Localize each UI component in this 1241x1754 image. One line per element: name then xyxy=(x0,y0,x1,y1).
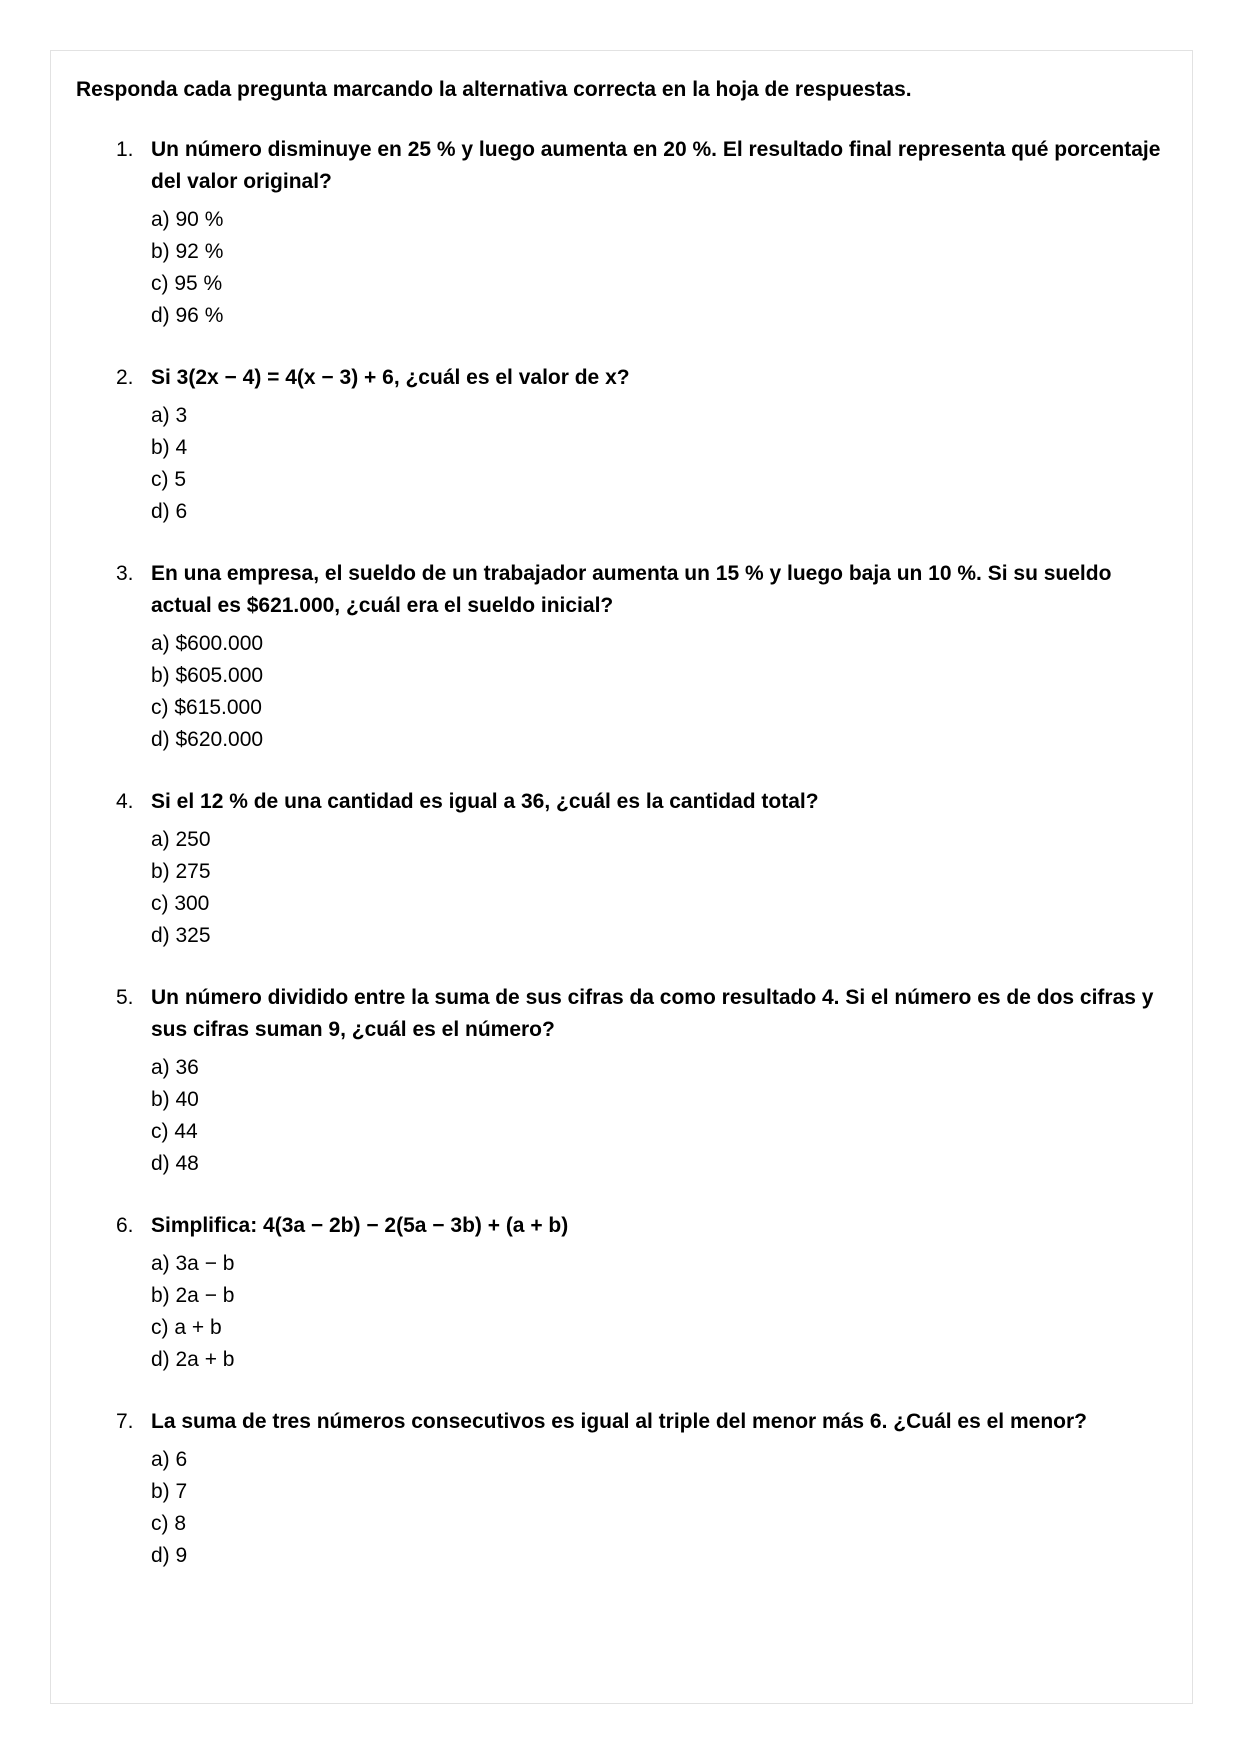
answer-option: a) 90 % xyxy=(151,208,224,231)
answer-option: c) $615.000 xyxy=(151,696,262,719)
answer-option: b) 275 xyxy=(151,860,211,883)
answer-option: d) $620.000 xyxy=(151,728,264,751)
answer-option: d) 6 xyxy=(151,500,188,523)
question-number: 4. xyxy=(116,790,134,813)
question-item xyxy=(116,1406,1167,1572)
question-number: 7. xyxy=(116,1410,134,1433)
answer-option: d) 325 xyxy=(151,924,211,947)
question-item xyxy=(116,982,1167,1180)
question-item xyxy=(116,558,1167,756)
question-number: 1. xyxy=(116,138,134,161)
question-options xyxy=(151,824,1167,952)
question-number: 3. xyxy=(116,562,134,585)
question-number: 6. xyxy=(116,1214,134,1237)
question-item xyxy=(116,786,1167,952)
question-item xyxy=(116,134,1167,332)
answer-option: c) a + b xyxy=(151,1316,222,1339)
question-number: 5. xyxy=(116,986,134,1009)
question-text: Simplifica: 4(3a − 2b) − 2(5a − 3b) + (a + b) xyxy=(151,1214,569,1237)
question-options xyxy=(151,400,1167,528)
document-page xyxy=(50,50,1193,1704)
answer-option: c) 300 xyxy=(151,892,210,915)
question-options xyxy=(151,1052,1167,1180)
question-options xyxy=(151,1444,1167,1572)
answer-option: c) 5 xyxy=(151,468,187,491)
question-text: Si 3(2x − 4) = 4(x − 3) + 6, ¿cuál es el valor de x? xyxy=(151,366,630,389)
question-number: 2. xyxy=(116,366,134,389)
answer-option: a) 3 xyxy=(151,404,188,427)
answer-option: b) 4 xyxy=(151,436,188,459)
question-options xyxy=(151,628,1167,756)
answer-option: a) 3a − b xyxy=(151,1252,235,1275)
answer-option: d) 9 xyxy=(151,1544,188,1567)
answer-option: d) 48 xyxy=(151,1152,199,1175)
answer-option: a) $600.000 xyxy=(151,632,264,655)
answer-option: a) 250 xyxy=(151,828,211,851)
question-text: En una empresa, el sueldo de un trabajador aumenta un 15 % y luego baja un 10 %. Si su sueldo actual es $621.000, ¿cuál era el sueldo inicial? xyxy=(151,562,1112,617)
question-text: Un número disminuye en 25 % y luego aumenta en 20 %. El resultado final representa qué porcentaje del valor original? xyxy=(151,138,1161,193)
answer-option: a) 6 xyxy=(151,1448,188,1471)
question-options xyxy=(151,204,1167,332)
answer-option: c) 44 xyxy=(151,1120,198,1143)
question-text: La suma de tres números consecutivos es igual al triple del menor más 6. ¿Cuál es el menor? xyxy=(151,1410,1087,1433)
answer-option: c) 8 xyxy=(151,1512,187,1535)
question-options xyxy=(151,1248,1167,1376)
question-text: Un número dividido entre la suma de sus cifras da como resultado 4. Si el número es de dos cifras y sus cifras suman 9, ¿cuál es el número? xyxy=(151,986,1154,1041)
answer-option: c) 95 % xyxy=(151,272,223,295)
instruction-text: Responda cada pregunta marcando la alternativa correcta en la hoja de respuestas. xyxy=(76,78,912,101)
answer-option: b) 2a − b xyxy=(151,1284,235,1307)
answer-option: b) 7 xyxy=(151,1480,188,1503)
answer-option: a) 36 xyxy=(151,1056,199,1079)
answer-option: d) 2a + b xyxy=(151,1348,235,1371)
answer-option: d) 96 % xyxy=(151,304,224,327)
answer-option: b) $605.000 xyxy=(151,664,264,687)
question-list xyxy=(76,134,1167,1572)
answer-option: b) 40 xyxy=(151,1088,199,1111)
question-text: Si el 12 % de una cantidad es igual a 36, ¿cuál es la cantidad total? xyxy=(151,790,819,813)
question-item xyxy=(116,1210,1167,1376)
question-item xyxy=(116,362,1167,528)
answer-option: b) 92 % xyxy=(151,240,224,263)
